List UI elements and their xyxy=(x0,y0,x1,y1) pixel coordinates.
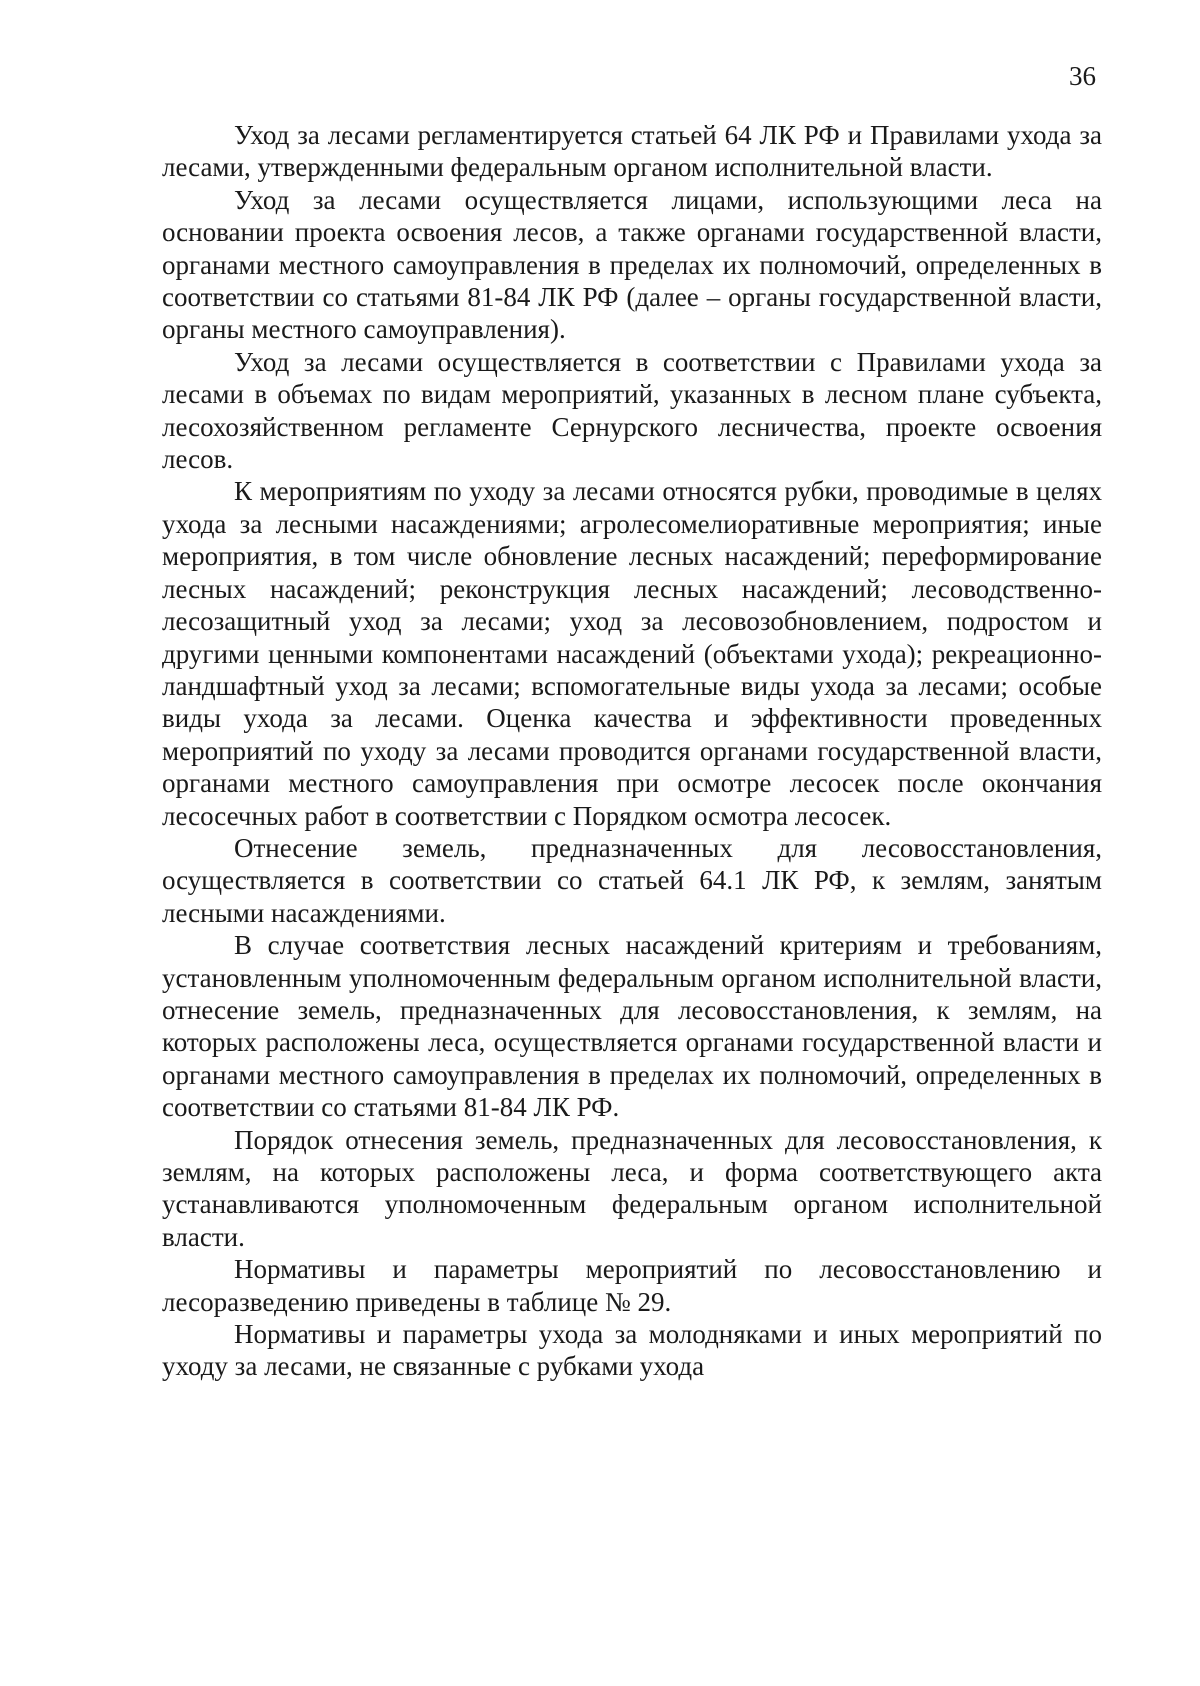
paragraph-young-stand-care-standards: Нормативы и параметры ухода за молодняками и иных мероприятий по уходу за лесами, не связанные с рубками ухода xyxy=(162,1319,1102,1382)
paragraph-land-assignment-procedure: Порядок отнесения земель, предназначенных для лесовосстановления, к землям, на которых расположены леса, и форма соответствующего акта устанавливаются уполномоченным федеральным органом исполнительной власти. xyxy=(162,1124,1102,1252)
document-body xyxy=(162,119,1102,1383)
paragraph-forest-care-measures: К мероприятиям по уходу за лесами относятся рубки, проводимые в целях ухода за лесными насаждениями; агролесомелиоративные мероприятия; иные мероприятия, в том числе обновление лесных насаждений; переформирование лесных насаждений; реконструкция лесных насаждений; лесоводственно-лесозащитный уход за лесами; уход за лесовозобновлением, подростом и другими ценными компонентами насаждений (объектами ухода); рекреационно-ландшафтный уход за лесами; вспомогательные виды ухода за лесами; особые виды ухода за лесами. Оценка качества и эффективности проведенных мероприятий по уходу за лесами проводится органами государственной власти, органами местного самоуправления при осмотре лесосек после окончания лесосечных работ в соответствии с Порядком осмотра лесосек. xyxy=(162,476,1102,831)
paragraph-land-assignment: Отнесение земель, предназначенных для лесовосстановления, осуществляется в соответствии со статьей 64.1 ЛК РФ, к землям, занятым лесными насаждениями. xyxy=(162,832,1102,928)
paragraph-forest-care-performers: Уход за лесами осуществляется лицами, использующими леса на основании проекта освоения лесов, а также органами государственной власти, органами местного самоуправления в пределах их полномочий, определенных в соответствии со статьями 81-84 ЛК РФ (далее – органы государственной власти, органы местного самоуправления). xyxy=(162,184,1102,345)
paragraph-forest-care-regulation: Уход за лесами регламентируется статьей 64 ЛК РФ и Правилами ухода за лесами, утвержденными федеральным органом исполнительной власти. xyxy=(162,120,1102,183)
paragraph-forest-care-rules: Уход за лесами осуществляется в соответствии с Правилами ухода за лесами в объемах по видам мероприятий, указанных в лесном плане субъекта, лесохозяйственном регламенте Сернурского лесничества, проекте освоения лесов. xyxy=(162,346,1102,475)
paragraph-land-assignment-criteria: В случае соответствия лесных насаждений критериям и требованиям, установленным уполномоченным федеральным органом исполнительной власти, отнесение земель, предназначенных для лесовосстановления, к землям, на которых расположены леса, осуществляется органами государственной власти и органами местного самоуправления в пределах их полномочий, определенных в соответствии со статьями 81-84 ЛК РФ. xyxy=(162,930,1102,1123)
page-number: 36 xyxy=(1069,61,1096,91)
paragraph-reforestation-standards: Нормативы и параметры мероприятий по лесовосстановлению и лесоразведению приведены в таблице № 29. xyxy=(162,1254,1102,1317)
